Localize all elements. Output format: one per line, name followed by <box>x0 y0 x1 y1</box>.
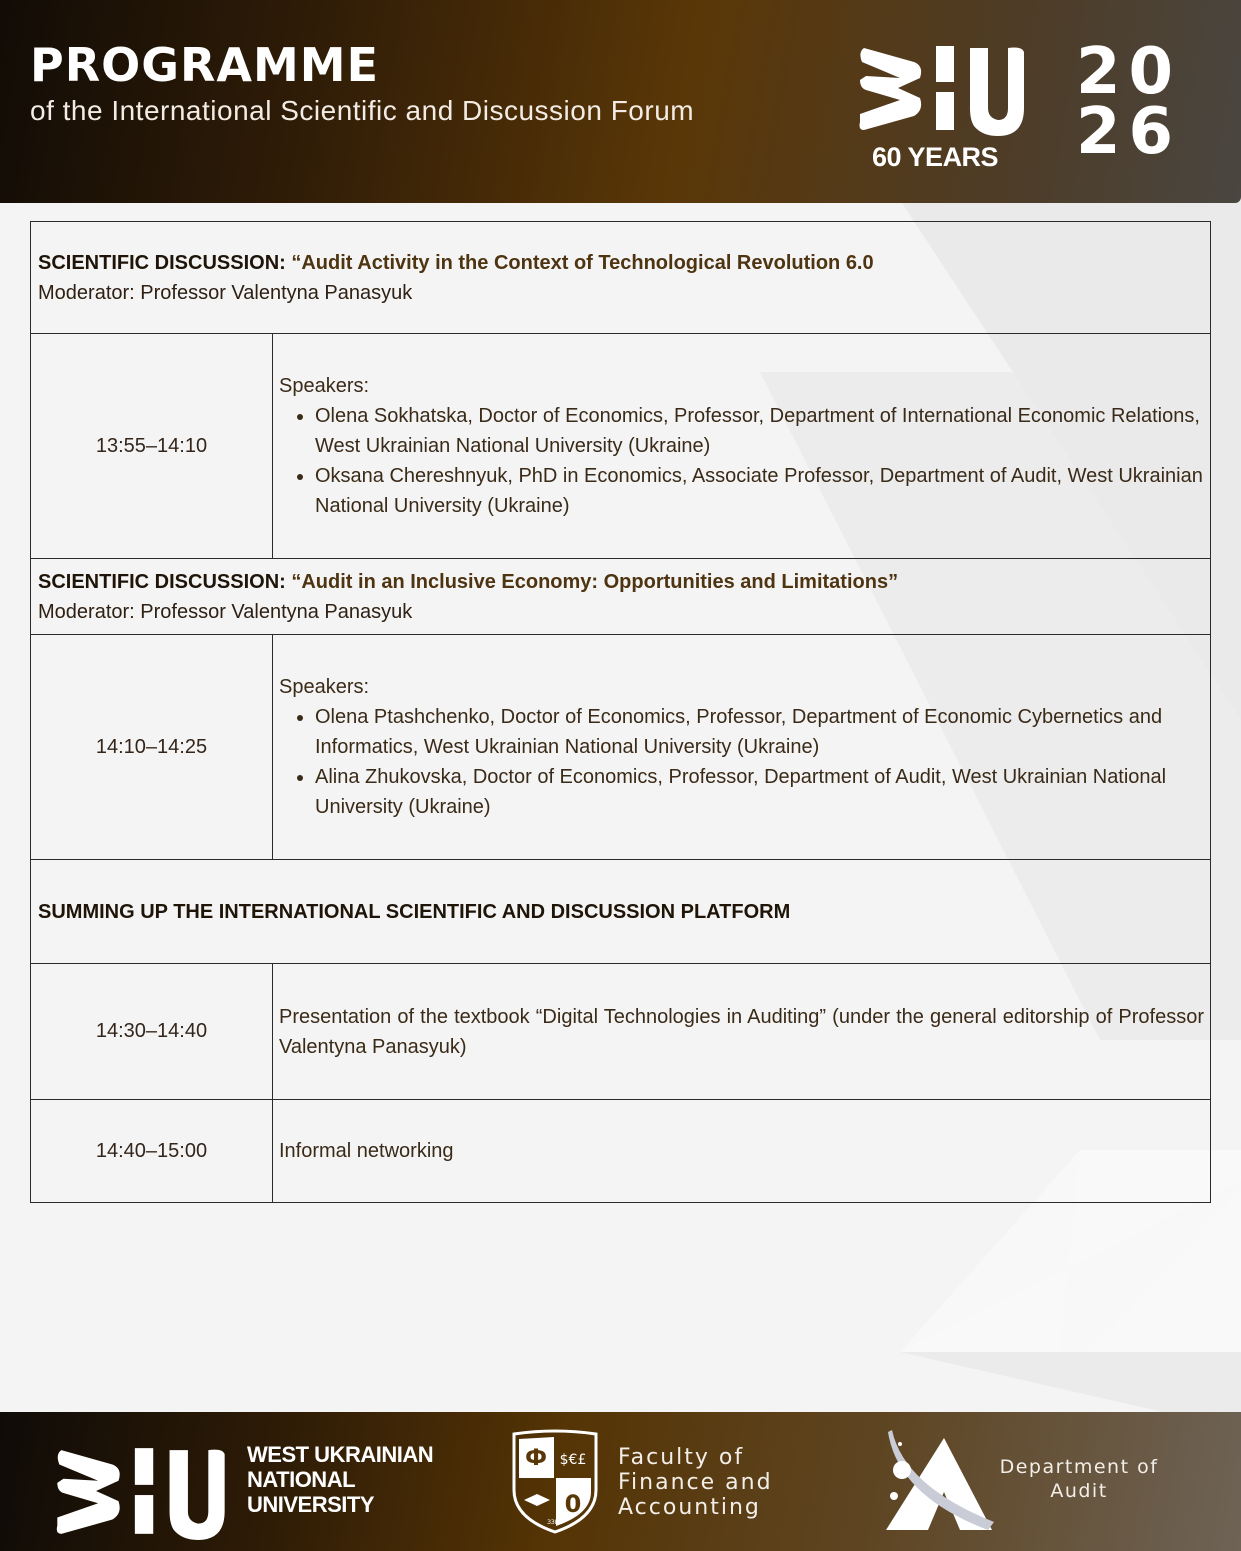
section-header-cell <box>31 860 1211 964</box>
session-time: 14:30–14:40 <box>31 964 273 1100</box>
page-title: PROGRAMME <box>30 38 379 92</box>
faculty-shield-icon <box>510 1428 600 1536</box>
department-audit-logo-icon <box>884 1426 996 1532</box>
section-title <box>38 248 1203 278</box>
faculty-name-line: Faculty of <box>618 1445 745 1470</box>
speakers-label: Speakers: <box>279 375 370 397</box>
page-header <box>0 0 1241 203</box>
section-title-prefix: SCIENTIFIC DISCUSSION: <box>38 251 292 274</box>
faculty-name <box>618 1445 773 1520</box>
section-header-row <box>31 559 1211 635</box>
year-bottom: 26 <box>1076 95 1182 169</box>
programme-table <box>30 221 1211 1203</box>
department-name-line: Department of <box>999 1456 1159 1478</box>
university-logo-icon <box>54 1442 230 1542</box>
faculty-name-line: Accounting <box>618 1495 761 1520</box>
session-row <box>31 1100 1211 1203</box>
section-title-prefix: SCIENTIFIC DISCUSSION: <box>38 570 292 593</box>
speaker-item: • Olena Sokhatska, Doctor of Economics, Professor, Department of International Economic Relations, West Ukrainian National University (Ukraine) <box>315 401 1204 461</box>
university-logo-icon <box>858 40 1028 138</box>
session-description: Presentation of the textbook “Digital Technologies in Auditing” (under the general editorship of Professor Valentyna Panasyuk) <box>273 964 1211 1100</box>
session-description: Informal networking <box>273 1100 1211 1203</box>
university-name <box>247 1442 433 1517</box>
anniversary-label: 60 YEARS <box>872 142 999 172</box>
speakers-label: Speakers: <box>279 676 370 698</box>
shield-caption: ЗЗНУ <box>547 1519 563 1526</box>
svg-text:0: 0 <box>564 1490 582 1518</box>
department-name <box>986 1455 1172 1503</box>
university-name-line: NATIONAL <box>247 1467 356 1492</box>
year-top: 20 <box>1076 35 1182 109</box>
section-title-topic: “Audit Activity in the Context of Technological Revolution 6.0 <box>291 251 874 274</box>
session-details <box>273 635 1211 860</box>
section-title-topic: “Audit in an Inclusive Economy: Opportunities and Limitations” <box>291 570 899 593</box>
bg-shape <box>900 1352 1241 1412</box>
section-header-cell <box>31 222 1211 334</box>
session-row <box>31 964 1211 1100</box>
speaker-item: • Oksana Chereshnyuk, PhD in Economics, Associate Professor, Department of Audit, West Ukrainian National University (Ukraine) <box>315 461 1204 521</box>
department-name-line: Audit <box>1050 1480 1108 1502</box>
session-row <box>31 635 1211 860</box>
speakers-list <box>279 401 1204 521</box>
moderator: Moderator: Professor Valentyna Panasyuk <box>38 600 413 623</box>
page-subtitle: of the International Scientific and Discussion Forum <box>30 95 695 126</box>
faculty-name-line: Finance and <box>618 1470 773 1495</box>
university-name-line: WEST UKRAINIAN <box>247 1442 434 1467</box>
moderator: Moderator: Professor Valentyna Panasyuk <box>38 281 413 304</box>
section-header-cell <box>31 559 1211 635</box>
page-footer <box>0 1412 1241 1551</box>
section-header-row <box>31 860 1211 964</box>
session-time: 14:40–15:00 <box>31 1100 273 1203</box>
svg-text:$€£: $€£ <box>559 1452 587 1468</box>
speakers-list <box>279 702 1204 822</box>
summing-up-title: SUMMING UP THE INTERNATIONAL SCIENTIFIC AND DISCUSSION PLATFORM <box>38 900 791 923</box>
session-row <box>31 334 1211 559</box>
session-time: 13:55–14:10 <box>31 334 273 559</box>
section-header-row <box>31 222 1211 334</box>
session-details <box>273 334 1211 559</box>
speaker-item: • Alina Zhukovska, Doctor of Economics, Professor, Department of Audit, West Ukrainian National University (Ukraine) <box>315 762 1204 822</box>
section-title <box>38 567 1203 597</box>
university-name-line: UNIVERSITY <box>247 1492 375 1517</box>
session-time: 14:10–14:25 <box>31 635 273 860</box>
speaker-item: • Olena Ptashchenko, Doctor of Economics, Professor, Department of Economic Cybernetics and Informatics, West Ukrainian National University (Ukraine) <box>315 702 1204 762</box>
svg-text:Ф: Ф <box>525 1446 547 1471</box>
